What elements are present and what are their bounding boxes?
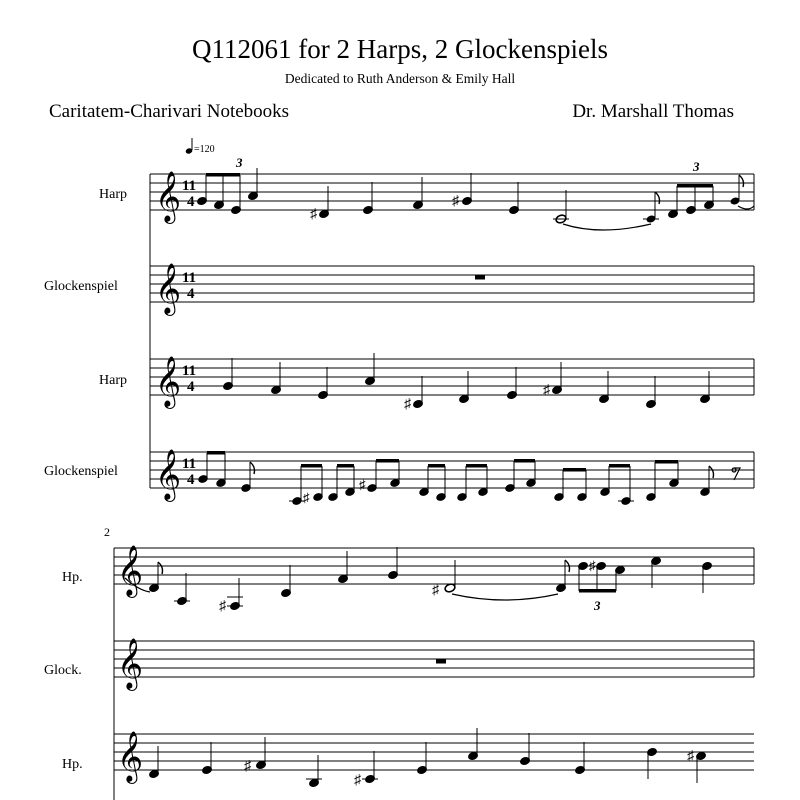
- treble-clef-icon: 𝄞: [117, 545, 144, 596]
- triplet-marking: 3: [236, 155, 243, 170]
- tempo-marking: [185, 138, 215, 155]
- staff-hp-4: [62, 728, 754, 788]
- staff-label: Glockenspiel: [44, 279, 118, 294]
- whole-rest-icon: [436, 659, 446, 664]
- staff-label: Hp.: [62, 570, 83, 585]
- dedication: Dedicated to Ruth Anderson & Emily Hall: [284, 71, 516, 86]
- tempo-value: =120: [194, 144, 215, 155]
- treble-clef-icon: 𝄞: [117, 731, 144, 782]
- sharp-icon: ♯: [244, 759, 251, 774]
- score-title: Q112061 for 2 Harps, 2 Glockenspiels: [192, 34, 608, 64]
- sharp-icon: ♯: [589, 558, 596, 573]
- sharp-icon: ♯: [543, 383, 550, 398]
- sharp-icon: ♯: [303, 490, 310, 505]
- treble-clef-icon: 𝄞: [155, 263, 182, 314]
- staff-harp-2: [99, 353, 754, 412]
- staff-label: Glock.: [44, 663, 82, 678]
- treble-clef-icon: 𝄞: [117, 638, 144, 689]
- sharp-icon: ♯: [310, 207, 317, 222]
- staff-label: Glockenspiel: [44, 464, 118, 479]
- sharp-icon: ♯: [432, 583, 439, 598]
- sharp-icon: ♯: [452, 194, 459, 209]
- time-sig-numerator: 11: [182, 178, 197, 194]
- system-1: [44, 138, 754, 506]
- treble-clef-icon: 𝄞: [155, 171, 182, 222]
- time-sig-numerator: 11: [182, 270, 197, 286]
- staff-label: Hp.: [62, 757, 83, 772]
- time-sig-denominator: 4: [187, 194, 195, 210]
- staff-label: Harp: [99, 187, 127, 202]
- time-sig-denominator: 4: [187, 472, 195, 488]
- measure-number: 2: [104, 525, 110, 539]
- staff-label: Harp: [99, 373, 127, 388]
- staff-glock-3: [44, 638, 754, 691]
- sharp-icon: ♯: [404, 397, 411, 412]
- triplet-marking: 3: [693, 159, 700, 174]
- time-sig-numerator: 11: [182, 363, 197, 379]
- sharp-icon: ♯: [687, 749, 694, 764]
- collection-name: Caritatem-Charivari Notebooks: [49, 101, 290, 122]
- triplet-marking: 3: [594, 598, 601, 613]
- time-sig-denominator: 4: [187, 286, 195, 302]
- time-sig-denominator: 4: [187, 379, 195, 395]
- whole-rest-icon: [475, 275, 485, 280]
- sharp-icon: ♯: [219, 599, 226, 614]
- staff-harp-1: [99, 155, 754, 230]
- time-sig-numerator: 11: [182, 456, 197, 472]
- treble-clef-icon: 𝄞: [155, 356, 182, 407]
- composer-name: Dr. Marshall Thomas: [572, 101, 734, 122]
- sharp-icon: ♯: [359, 477, 366, 492]
- sharp-icon: ♯: [354, 773, 361, 788]
- system-2: [44, 525, 754, 800]
- staff-hp-3: [62, 545, 754, 614]
- treble-clef-icon: 𝄞: [155, 449, 182, 500]
